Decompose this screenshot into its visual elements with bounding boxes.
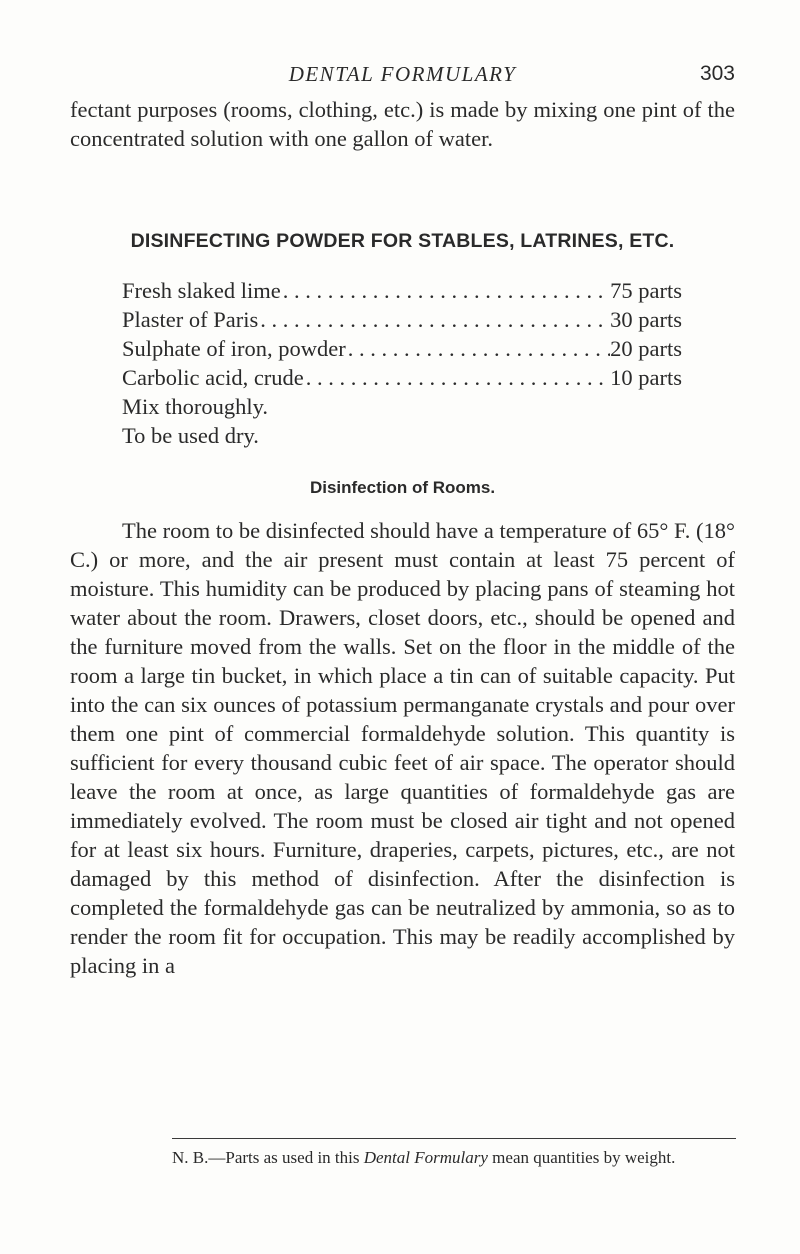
- footnote-suffix: mean quantities by weight.: [487, 1148, 676, 1167]
- ingredient-row: [122, 363, 682, 392]
- leader-dots: [304, 363, 610, 392]
- ingredient-quantity: 30 parts: [610, 307, 682, 332]
- ingredient-name: Sulphate of iron, powder: [122, 336, 346, 361]
- ingredient-quantity: 75 parts: [610, 278, 682, 303]
- section-heading: Disinfection of Rooms.: [309, 478, 496, 497]
- ingredient-row: [122, 305, 682, 334]
- page-number: 303: [699, 62, 735, 85]
- ingredient-row: [122, 334, 682, 363]
- footnote-italic: Dental Formulary: [363, 1148, 488, 1167]
- ingredient-row: [122, 276, 682, 305]
- formula-instruction: To be used dry.: [122, 423, 259, 448]
- footnote: [70, 1146, 735, 1169]
- formula-instruction: Mix thoroughly.: [122, 394, 269, 419]
- ingredient-quantity: 20 parts: [610, 336, 682, 361]
- intro-paragraph: [70, 95, 735, 153]
- leader-dots: [281, 276, 610, 305]
- formula-title: DISINFECTING POWDER FOR STABLES, LATRINES, ETC.: [130, 230, 675, 252]
- footnote-rule: [172, 1138, 736, 1139]
- ingredient-quantity: 10 parts: [610, 365, 682, 390]
- ingredient-name: Plaster of Paris: [122, 307, 259, 332]
- footnote-prefix: N. B.—Parts as used in this: [172, 1148, 364, 1167]
- intro-text: fectant purposes (rooms, clothing, etc.) is made by mixing one pint of the concentrated solution with one gallon of water.: [70, 97, 735, 151]
- ingredient-name: Carbolic acid, crude: [122, 365, 304, 390]
- leader-dots: [258, 305, 610, 334]
- running-title: DENTAL FORMULARY: [288, 62, 517, 86]
- leader-dots: [346, 334, 610, 363]
- ingredient-name: Fresh slaked lime: [122, 278, 281, 303]
- section-paragraph: [70, 516, 735, 980]
- running-head: [70, 62, 735, 92]
- formula-ingredient-list: [122, 276, 682, 450]
- section-paragraph-text: The room to be disinfected should have a temperature of 65° F. (18° C.) or more, and the air present must contain at least 75 percent of moisture. This humidity can be produced by placing pans of steaming hot water about the room. Drawers, closet doors, etc., should be opened and the furniture moved from the walls. Set on the floor in the middle of the room a large tin bucket, in which place a tin can of suitable capacity. Put into the can six ounces of potassium permanganate crystals and pour over them one pint of commercial formaldehyde solution. This quantity is sufficient for every thousand cubic feet of air space. The operator should leave the room at once, as large quantities of formaldehyde gas are immediately evolved. The room must be closed air tight and not opened for at least six hours. Furniture, draperies, carpets, pictures, etc., are not damaged by this method of disinfection. After the disinfection is completed the formaldehyde gas can be neutralized by ammonia, so as to render the room fit for occupation. This may be readily accomplished by placing in a: [70, 518, 735, 978]
